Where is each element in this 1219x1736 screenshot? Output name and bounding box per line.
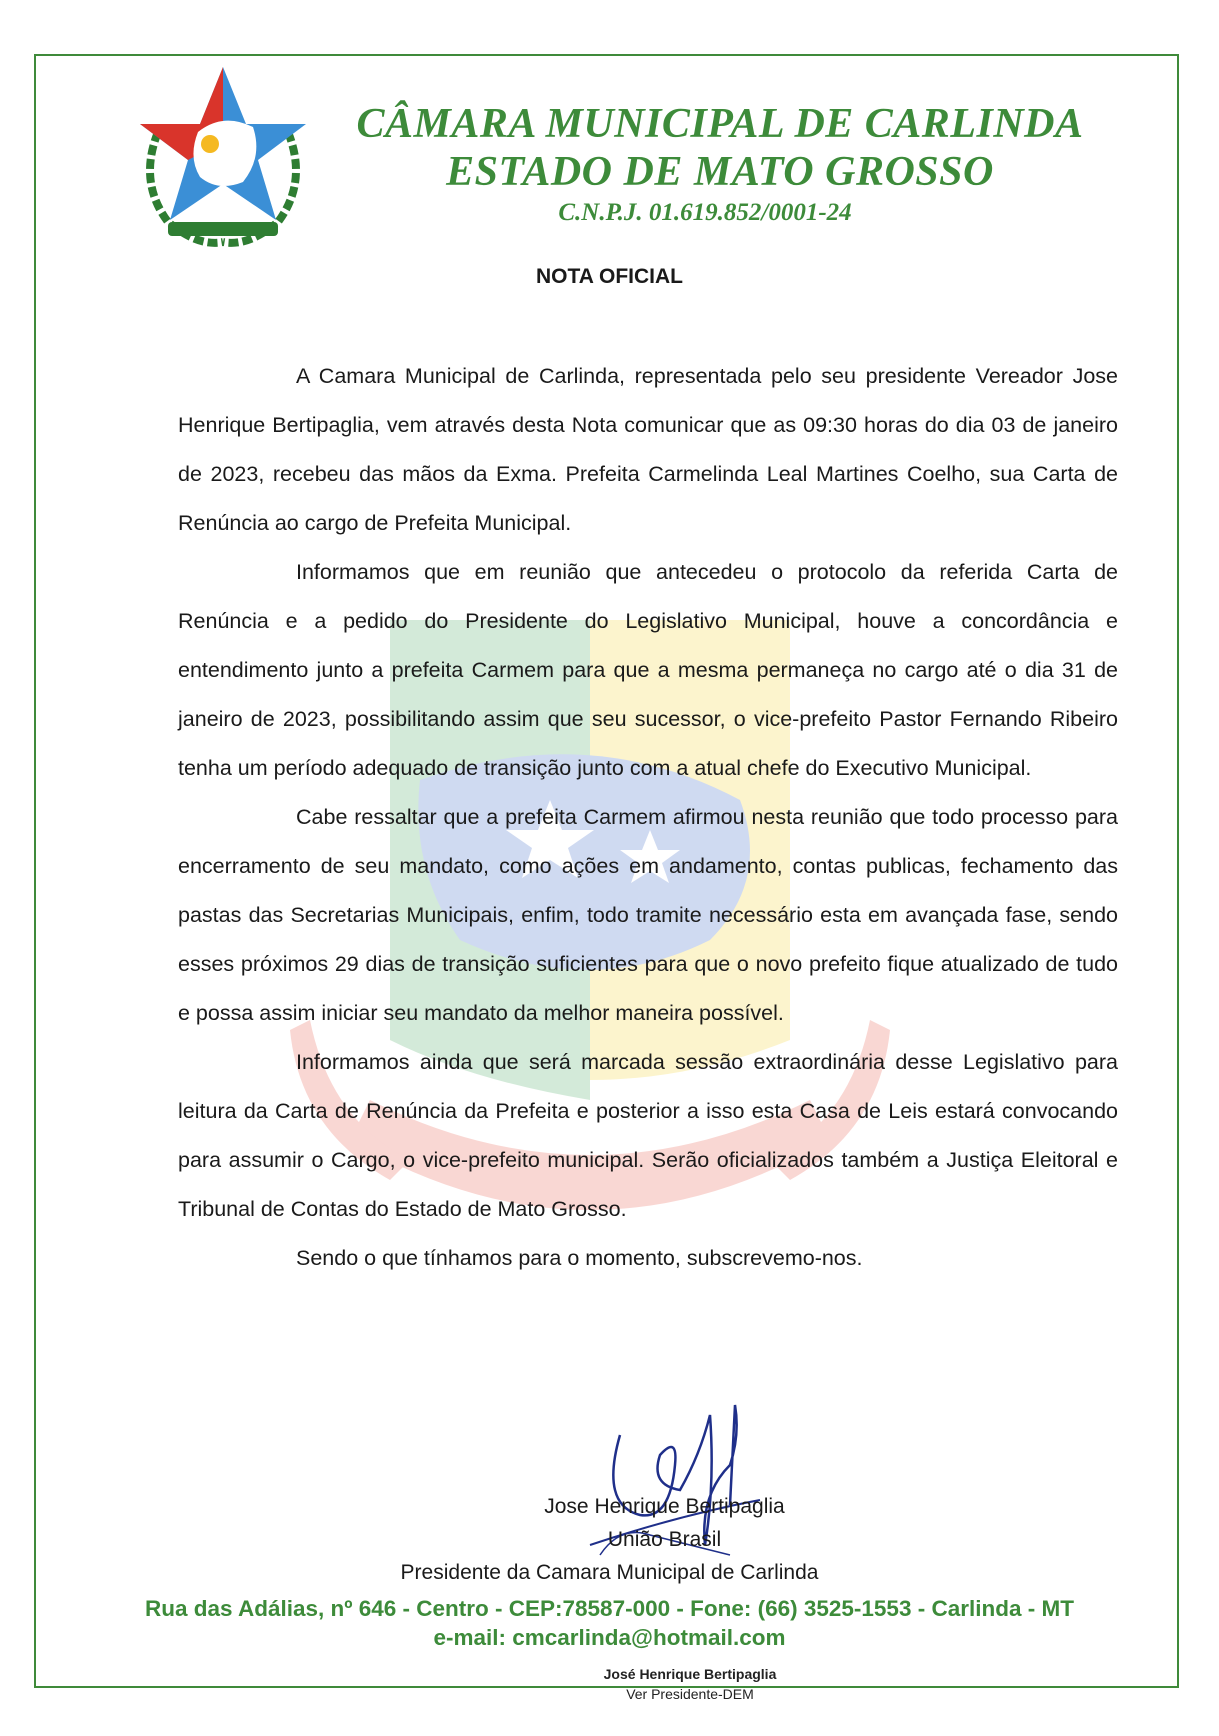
footer-email: e-mail: cmcarlinda@hotmail.com (433, 1625, 786, 1650)
cnpj-number: C.N.P.J. 01.619.852/0001-24 (558, 199, 852, 226)
paragraph: Sendo o que tínhamos para o momento, subscrevemo-nos. (296, 1246, 863, 1270)
state-name: ESTADO DE MATO GROSSO (446, 149, 994, 195)
footer-address: Rua das Adálias, nº 646 - Centro - CEP:78587-000 - Fone: (66) 3525-1553 - Carlinda - MT (145, 1596, 1074, 1621)
chamber-name: CÂMARA MUNICIPAL DE CARLINDA (356, 101, 1084, 147)
document-title: NOTA OFICIAL (536, 265, 683, 288)
document-body (178, 352, 1118, 1283)
paragraph: Informamos que em reunião que antecedeu o protocolo da referida Carta de Renúncia e a pedido do Presidente do Legislativo Municipal, houve a concordância e entendimento junto a prefeita Carmem para que a mesma permaneça no cargo até o dia 31 de janeiro de 2023, possibilitando assim que seu sucessor, o vice-prefeito Pastor Fernando Ribeiro tenha um período adequado de transição junto com a atual chefe do Executivo Municipal. (178, 560, 1118, 780)
stamp-name: José Henrique Bertipaglia (603, 1666, 777, 1682)
footer (0, 1594, 1219, 1652)
signature-stamp (560, 1664, 820, 1704)
paragraph: Cabe ressaltar que a prefeita Carmem afirmou nesta reunião que todo processo para encerramento de seu mandato, como ações em andamento, contas publicas, fechamento das pastas das Secretarias Municipais, enfim, todo tramite necessário esta em avançada fase, sendo esses próximos 29 dias de transição suficientes para que o novo prefeito fique atualizado de tudo e possa assim iniciar seu mandato da melhor maneira possível. (178, 805, 1118, 1025)
signer-name: Jose Henrique Bertipaglia (544, 1495, 785, 1518)
stamp-role: Ver Presidente-DEM (626, 1686, 754, 1702)
paragraph: Informamos ainda que será marcada sessão extraordinária desse Legislativo para leitura da Carta de Renúncia da Prefeita e posterior a isso esta Casa de Leis estará convocando para assumir o Cargo, o vice-prefeito municipal. Serão oficializados também a Justiça Eleitoral e Tribunal de Contas do Estado de Mato Grosso. (178, 1050, 1118, 1221)
paragraph: A Camara Municipal de Carlinda, representada pelo seu presidente Vereador Jose Henrique Bertipaglia, vem através desta Nota comunicar que as 09:30 horas do dia 03 de janeiro de 2023, recebeu das mãos da Exma. Prefeita Carmelinda Leal Martines Coelho, sua Carta de Renúncia ao cargo de Prefeita Municipal. (178, 364, 1118, 535)
signature-block (0, 1490, 1219, 1589)
letterhead (320, 100, 1120, 228)
signer-party: União Brasil (607, 1528, 722, 1551)
signer-role: Presidente da Camara Municipal de Carlinda (400, 1561, 819, 1584)
